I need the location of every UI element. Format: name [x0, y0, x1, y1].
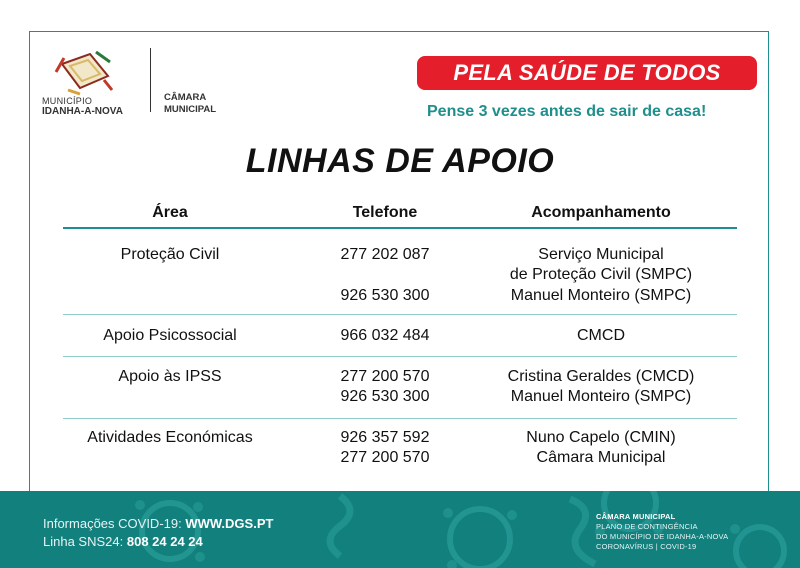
column-header-area: Área	[152, 204, 188, 221]
row-contact-cell: Manuel Monteiro (SMPC)	[510, 287, 692, 304]
row-contact-cell: Cristina Geraldes (CMCD)	[507, 368, 695, 385]
banner-headline: PELA SAÚDE DE TODOS	[453, 60, 721, 85]
row-area-cell: Proteção Civil	[120, 246, 220, 263]
health-banner	[417, 56, 757, 90]
sns-line	[43, 534, 203, 549]
row-phone-cell[interactable]: 277 202 087	[340, 246, 430, 263]
row-contact-cell: Manuel Monteiro (SMPC)	[510, 388, 692, 405]
row-contact-cell: de Proteção Civil (SMPC)	[509, 266, 693, 283]
column-header-contact: Acompanhamento	[531, 204, 671, 221]
footer-covid: CORONAVÍRUS | COVID-19	[596, 542, 697, 551]
logo-municipio-text: MUNICÍPIO	[42, 96, 93, 106]
covid-info-line	[43, 516, 273, 531]
row-area-cell: Apoio às IPSS	[118, 368, 222, 385]
header-rule	[63, 227, 737, 229]
banner-subline: Pense 3 vezes antes de sair de casa!	[427, 103, 707, 120]
row-phone-cell[interactable]: 926 357 592	[340, 429, 430, 446]
row-contact-cell: Nuno Capelo (CMIN)	[526, 429, 676, 446]
column-header-phone: Telefone	[352, 204, 418, 221]
row-area-cell: Apoio Psicossocial	[103, 327, 237, 344]
footer-plano: PLANO DE CONTINGÊNCIA	[596, 522, 698, 531]
row-phone-cell[interactable]: 926 530 300	[340, 388, 430, 405]
row-phone-cell[interactable]: 277 200 570	[340, 449, 430, 466]
logo-divider	[150, 48, 151, 112]
sns-label: Linha SNS24:	[43, 534, 124, 549]
row-contact-cell: Câmara Municipal	[536, 449, 666, 466]
page-title: LINHAS DE APOIO	[245, 142, 555, 180]
footer-municipio: DO MUNICÍPIO DE IDANHA-A-NOVA	[596, 532, 729, 541]
row-area-cell: Atividades Económicas	[87, 429, 253, 446]
row-phone-cell[interactable]: 277 200 570	[340, 368, 430, 385]
row-phone-cell[interactable]: 966 032 484	[340, 327, 430, 344]
row-separator	[63, 418, 737, 419]
sns-phone[interactable]: 808 24 24 24	[126, 534, 203, 549]
logo-camara-line1: CÂMARA	[164, 92, 207, 103]
row-phone-cell[interactable]: 926 530 300	[340, 287, 430, 304]
logo-idanha-text: IDANHA-A-NOVA	[42, 106, 123, 117]
logo-camara-line2: MUNICIPAL	[164, 104, 217, 115]
row-separator	[63, 356, 737, 357]
row-separator	[63, 314, 737, 315]
dgs-link[interactable]: WWW.DGS.PT	[185, 516, 274, 531]
row-contact-cell: CMCD	[577, 327, 625, 344]
covid-info-label: Informações COVID-19:	[43, 516, 182, 531]
footer-camara: CÂMARA MUNICIPAL	[596, 512, 676, 521]
row-contact-cell: Serviço Municipal	[538, 246, 664, 263]
idanha-logo-icon	[50, 50, 116, 96]
